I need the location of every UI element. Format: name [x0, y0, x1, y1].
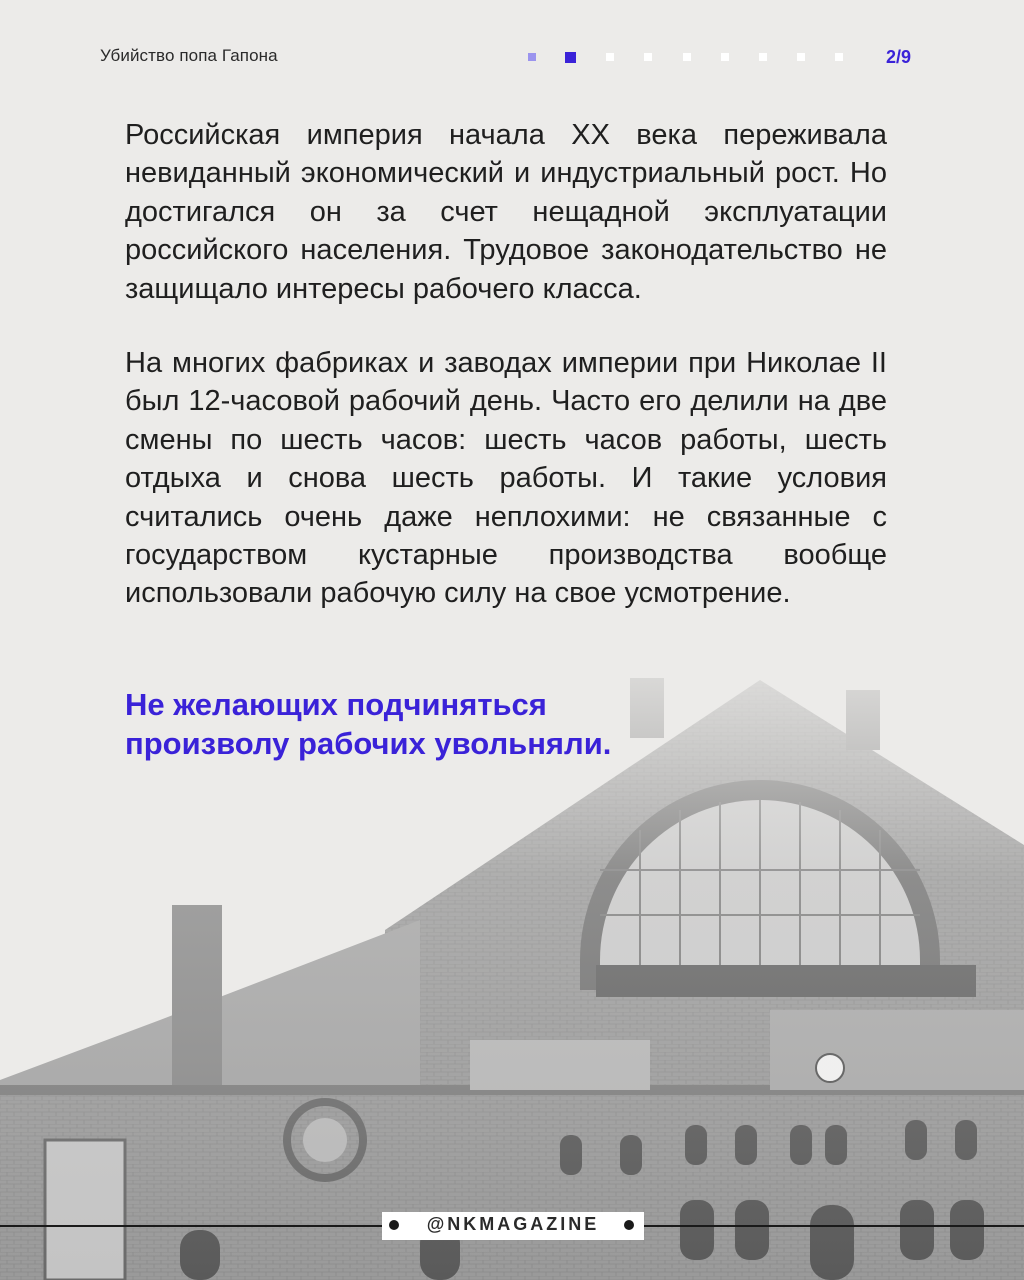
- progress-dot: [644, 53, 652, 61]
- progress-dot-current: [565, 52, 576, 63]
- progress-dot: [835, 53, 843, 61]
- progress-dot: [528, 53, 536, 61]
- progress-dot: [759, 53, 767, 61]
- progress-dot: [797, 53, 805, 61]
- progress-dot: [606, 53, 614, 61]
- page-counter: 2/9: [886, 47, 912, 67]
- progress-dot: [683, 53, 691, 61]
- series-title: Убийство попа Гапона: [100, 46, 278, 65]
- working-hours-paragraph: На многих фабриках и заводах империи при Николае II был 12-часовой рабочий день. Часто его делили на две смены по шесть часов: шесть часов работы, шесть отдыха и снова шесть работы. И такие условия считались очень даже неплохими: не связанные с государством кустарные производства вообще использовали рабочую силу на свое усмотрение.: [125, 347, 887, 610]
- magazine-handle: @NKMAGAZINE: [426, 1214, 600, 1234]
- intro-paragraph: Российская империя начала XX века переживала невиданный экономический и индустриальный рост. Но достигался он за счет нещадной эксплуатации российского населения. Трудовое законодательство не защищало интересы рабочего класса.: [125, 119, 887, 305]
- highlight-quote: Не желающих подчиняться произволу рабочих увольняли.: [125, 687, 612, 761]
- progress-dot: [721, 53, 729, 61]
